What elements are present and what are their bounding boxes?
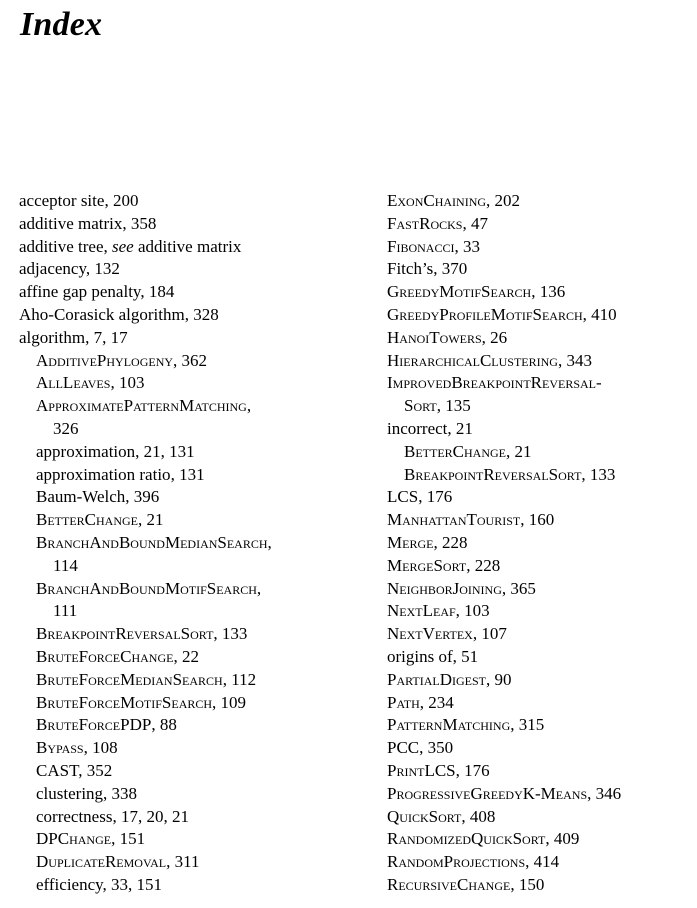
index-entry: NeighborJoining, 365 xyxy=(387,578,536,598)
index-term: NextVertex xyxy=(387,624,473,644)
index-term: origins of xyxy=(387,646,453,666)
page-numbers: 315 xyxy=(518,715,545,735)
page-numbers: 7, 17 xyxy=(93,327,128,347)
index-entry: correctness, 17, 20, 21 xyxy=(36,806,189,826)
index-term: QuickSort xyxy=(387,806,462,826)
index-term: RecursiveChange xyxy=(387,874,511,894)
index-entry: ProgressiveGreedyK-Means, 346 xyxy=(387,783,622,803)
page-numbers: 410 xyxy=(591,304,617,324)
page-numbers: 90 xyxy=(494,669,512,689)
page-numbers: 33 xyxy=(462,236,480,256)
see-reference-label: see xyxy=(112,236,134,256)
index-term: ManhattanTourist xyxy=(387,510,521,530)
page-numbers: 202 xyxy=(494,191,521,210)
index-term: clustering xyxy=(36,783,104,803)
page-numbers: 21, 131 xyxy=(143,441,195,461)
index-entry: adjacency, 132 xyxy=(19,259,120,279)
index-term: NeighborJoining xyxy=(387,578,502,598)
index-entry: BreakpointReversalSort, 133 xyxy=(404,464,616,484)
page-numbers: 107 xyxy=(481,624,507,644)
index-entry: Sort, 135 xyxy=(404,396,471,416)
page-numbers: 109 xyxy=(220,692,247,712)
page-title: Index xyxy=(20,6,103,43)
index-term: BruteForcePDP xyxy=(36,715,152,735)
index-term: Bypass xyxy=(36,738,84,758)
index-entry: Bypass, 108 xyxy=(36,738,118,758)
index-term: approximation ratio xyxy=(36,464,171,484)
index-term: incorrect xyxy=(387,418,448,438)
index-entry: CAST, 352 xyxy=(36,760,113,780)
page-numbers: 350 xyxy=(427,738,454,758)
page-numbers: 396 xyxy=(133,487,160,507)
page-numbers: 33, 151 xyxy=(111,874,163,894)
index-term: algorithm xyxy=(19,327,86,347)
page-numbers: 184 xyxy=(148,282,175,302)
index-entry: ManhattanTourist, 160 xyxy=(387,510,555,530)
index-term: ApproximatePatternMatching, xyxy=(36,396,252,416)
page-numbers: 365 xyxy=(510,578,536,598)
index-entry xyxy=(19,578,359,601)
index-entry: origins of, 51 xyxy=(387,646,479,666)
page-numbers: 133 xyxy=(221,624,248,644)
page-numbers: 17, 20, 21 xyxy=(120,806,189,826)
index-entry: additive matrix, 358 xyxy=(19,213,157,233)
index-term: ImprovedBreakpointReversal- xyxy=(387,373,602,393)
index-entry: BruteForceMedianSearch, 112 xyxy=(36,669,257,689)
index-term: BetterChange xyxy=(36,510,138,530)
index-entry: BruteForceChange, 22 xyxy=(36,646,199,666)
index-entry: PrintLCS, 176 xyxy=(387,760,490,780)
page-numbers: 409 xyxy=(553,829,580,849)
index-term: RandomizedQuickSort xyxy=(387,829,546,849)
index-term: ProgressiveGreedyK-Means xyxy=(387,783,588,803)
index-term: FastRocks xyxy=(387,213,463,233)
index-term: approximation xyxy=(36,441,136,461)
index-entry xyxy=(19,418,359,441)
page-numbers: 176 xyxy=(426,487,453,507)
page-numbers: 370 xyxy=(441,259,468,279)
index-entry: acceptor site, 200 xyxy=(19,191,139,210)
page-numbers: 228 xyxy=(441,532,468,552)
index-term: Merge xyxy=(387,532,434,552)
index-term: AllLeaves xyxy=(36,373,111,393)
index-entry: BruteForcePDP, 88 xyxy=(36,715,177,735)
index-entry: DuplicateRemoval, 311 xyxy=(36,852,200,872)
page-numbers: 200 xyxy=(112,191,139,210)
index-term: RandomProjections xyxy=(387,852,526,872)
index-term: PartialDigest xyxy=(387,669,486,689)
index-entry: efficiency, 33, 151 xyxy=(36,874,163,894)
index-entry xyxy=(19,532,359,555)
index-term: DPChange xyxy=(36,829,112,849)
index-entry: LCS, 176 xyxy=(387,487,453,507)
index-entry: PatternMatching, 315 xyxy=(387,715,545,735)
index-term: NextLeaf xyxy=(387,601,456,621)
index-entry: DPChange, 151 xyxy=(36,829,146,849)
index-column-right xyxy=(387,190,687,897)
index-term: BruteForceChange xyxy=(36,646,174,666)
index-term: HanoiTowers xyxy=(387,327,482,347)
index-term: BruteForceMotifSearch xyxy=(36,692,213,712)
index-entry: BreakpointReversalSort, 133 xyxy=(36,624,248,644)
index-term: BruteForceMedianSearch xyxy=(36,669,223,689)
page-numbers: 108 xyxy=(92,738,118,758)
index-entry: Aho-Corasick algorithm, 328 xyxy=(19,304,219,324)
page-numbers: 414 xyxy=(533,852,560,872)
page-numbers: 136 xyxy=(539,282,566,302)
page-numbers: 352 xyxy=(86,760,113,780)
index-entry: RecursiveChange, 150 xyxy=(387,874,545,894)
index-entry: FastRocks, 47 xyxy=(387,213,488,233)
index-entry: incorrect, 21 xyxy=(387,418,473,438)
index-entry: HierarchicalClustering, 343 xyxy=(387,350,592,370)
index-term: Sort xyxy=(404,396,437,416)
index-entry: BruteForceMotifSearch, 109 xyxy=(36,692,247,712)
index-entry xyxy=(19,236,359,259)
index-term: Fitch’s xyxy=(387,259,434,279)
index-entry: Baum-Welch, 396 xyxy=(36,487,160,507)
page-numbers: 408 xyxy=(469,806,496,826)
page-numbers: 135 xyxy=(445,396,471,416)
index-entry: algorithm, 7, 17 xyxy=(19,327,128,347)
index-term: GreedyMotifSearch xyxy=(387,282,532,302)
index-entry: Fibonacci, 33 xyxy=(387,236,480,256)
index-entry xyxy=(387,372,687,395)
page-numbers: 21 xyxy=(146,510,164,530)
index-term: DuplicateRemoval xyxy=(36,852,167,872)
index-term: GreedyProfileMotifSearch xyxy=(387,304,583,324)
page-numbers: 346 xyxy=(595,783,622,803)
index-entry: Merge, 228 xyxy=(387,532,468,552)
index-term: ExonChaining xyxy=(387,191,487,210)
page-numbers: 234 xyxy=(428,692,454,712)
index-entry: RandomizedQuickSort, 409 xyxy=(387,829,580,849)
index-term: adjacency xyxy=(19,259,86,279)
index-term: AdditivePhylogeny xyxy=(36,350,174,370)
index-term: HierarchicalClustering xyxy=(387,350,558,370)
index-term: efficiency xyxy=(36,874,103,894)
page-numbers: 151 xyxy=(119,829,146,849)
page-numbers: 176 xyxy=(464,760,490,780)
index-term: MergeSort xyxy=(387,555,467,575)
page-numbers: 114 xyxy=(53,555,78,575)
index-term: correctness xyxy=(36,806,113,826)
index-term: Baum-Welch xyxy=(36,487,126,507)
index-term: Path xyxy=(387,692,420,712)
index-entry: PCC, 350 xyxy=(387,738,454,758)
index-term: affine gap penalty xyxy=(19,282,141,302)
index-entry: BetterChange, 21 xyxy=(36,510,164,530)
index-entry: NextVertex, 107 xyxy=(387,624,507,644)
page-numbers: 103 xyxy=(118,373,145,393)
index-entry: approximation, 21, 131 xyxy=(36,441,195,461)
index-term: Fibonacci xyxy=(387,236,455,256)
index-entry: BetterChange, 21 xyxy=(404,441,532,461)
index-term: additive matrix xyxy=(19,213,123,233)
page-numbers: 51 xyxy=(461,646,479,666)
index-entry: GreedyProfileMotifSearch, 410 xyxy=(387,304,617,324)
page-numbers: 21 xyxy=(514,441,532,461)
index-entry: QuickSort, 408 xyxy=(387,806,496,826)
page-numbers: 21 xyxy=(455,418,473,438)
page-numbers: 326 xyxy=(53,418,79,438)
page-numbers: 26 xyxy=(490,327,508,347)
index-term: BreakpointReversalSort xyxy=(404,464,582,484)
index-entry: PartialDigest, 90 xyxy=(387,669,512,689)
index-column-left xyxy=(19,190,359,897)
index-entry xyxy=(19,395,359,418)
page-numbers: 160 xyxy=(528,510,555,530)
page-numbers: 47 xyxy=(470,213,488,233)
index-entry: clustering, 338 xyxy=(36,783,138,803)
page-numbers: 311 xyxy=(174,852,200,872)
page-numbers: 111 xyxy=(53,601,78,621)
page-numbers: 362 xyxy=(181,350,208,370)
page-numbers: 328 xyxy=(193,304,219,324)
page-numbers: 150 xyxy=(518,874,545,894)
page-numbers: 343 xyxy=(566,350,592,370)
page-numbers: 132 xyxy=(94,259,120,279)
index-term: PatternMatching xyxy=(387,715,511,735)
index-entry: RandomProjections, 414 xyxy=(387,852,560,872)
index-entry: Path, 234 xyxy=(387,692,454,712)
page-numbers: 131 xyxy=(179,464,205,484)
index-term: BreakpointReversalSort xyxy=(36,624,214,644)
page-numbers: 112 xyxy=(231,669,257,689)
page-numbers: 103 xyxy=(464,601,490,621)
index-term: Aho-Corasick algorithm xyxy=(19,304,185,324)
index-entry: NextLeaf, 103 xyxy=(387,601,490,621)
index-entry: HanoiTowers, 26 xyxy=(387,327,508,347)
index-entry: AllLeaves, 103 xyxy=(36,373,145,393)
page-numbers: 358 xyxy=(130,213,157,233)
index-entry xyxy=(19,600,359,623)
page-numbers: 88 xyxy=(159,715,177,735)
page-numbers: 228 xyxy=(474,555,501,575)
see-reference-target: additive matrix xyxy=(137,236,242,256)
index-term: BetterChange xyxy=(404,441,506,461)
index-term: acceptor site xyxy=(19,191,105,210)
index-term: LCS xyxy=(387,487,419,507)
page-numbers: 133 xyxy=(589,464,616,484)
index-term: additive tree, xyxy=(19,236,108,256)
index-term: BranchAndBoundMedianSearch, xyxy=(36,532,272,552)
index-entry: Fitch’s, 370 xyxy=(387,259,468,279)
index-term: PrintLCS xyxy=(387,760,456,780)
index-entry: AdditivePhylogeny, 362 xyxy=(36,350,208,370)
index-entry: affine gap penalty, 184 xyxy=(19,282,175,302)
index-term: PCC xyxy=(387,738,420,758)
index-term: CAST xyxy=(36,760,79,780)
index-entry xyxy=(19,555,359,578)
index-entry: ExonChaining, 202 xyxy=(387,191,521,210)
page-numbers: 338 xyxy=(111,783,138,803)
index-term: BranchAndBoundMotifSearch, xyxy=(36,578,262,598)
index-entry: GreedyMotifSearch, 136 xyxy=(387,282,566,302)
page-numbers: 22 xyxy=(181,646,199,666)
index-entry: approximation ratio, 131 xyxy=(36,464,205,484)
index-entry: MergeSort, 228 xyxy=(387,555,501,575)
